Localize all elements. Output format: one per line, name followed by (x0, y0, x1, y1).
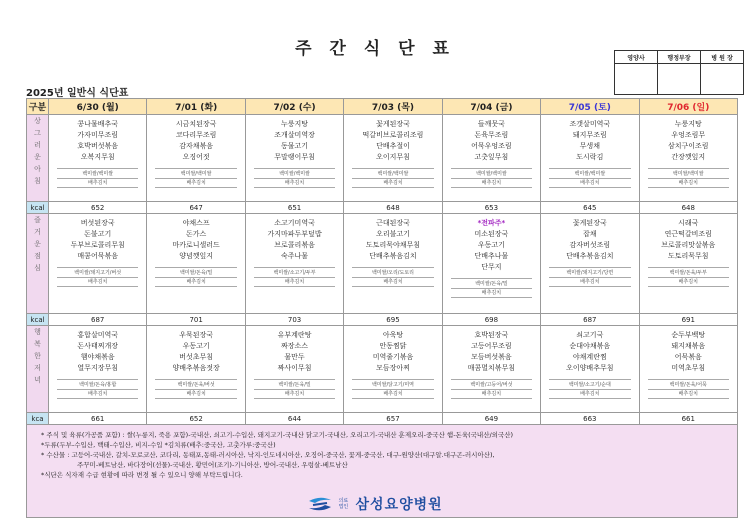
origin-line: 배추김치 (352, 390, 433, 399)
dinner-sat-cell (541, 326, 639, 413)
approval-sign-3 (701, 64, 744, 95)
origin-info (648, 168, 729, 188)
dish-item: 우동고기 (477, 241, 505, 249)
kcal-value: 691 (639, 314, 737, 326)
dish-list (49, 326, 146, 374)
origin-line: 백미쌀/돼지고기/당면 (549, 269, 630, 278)
dish-item: 코다리무조림 (175, 131, 217, 139)
origin-info (155, 267, 236, 287)
origin-line: 배추김치 (155, 179, 236, 188)
dish-item: 미역초무침 (671, 364, 706, 372)
origin-info (352, 168, 433, 188)
origin-info (648, 379, 729, 399)
origin-line: 백미쌀/돈육/어묵 (648, 381, 729, 390)
kcal-label: kcal (27, 314, 49, 326)
approval-sign-2 (658, 64, 701, 95)
dish-item: 유부계란탕 (277, 331, 312, 339)
lunch-sat-cell (541, 214, 639, 314)
dish-list (246, 115, 343, 163)
dish-item: 양념깻잎지 (179, 252, 214, 260)
origin-info (451, 379, 532, 399)
origin-line: 백미쌀/백미쌀 (352, 170, 433, 179)
dish-item: 가자미무조림 (77, 131, 118, 139)
lunch-fri-cell (442, 214, 540, 314)
dish-item: 매콤멸치볶무침 (467, 364, 516, 372)
note-line: 주꾸미-베트남산, 바다장어(선물)-국내산, 황민어(조기)-기니아산, 방어-국내산, 우렁살-베트남산 (77, 461, 348, 469)
origin-line: 백미쌀/돈육/두부 (648, 269, 729, 278)
dish-list (246, 326, 343, 374)
dish-item: 시래국 (678, 219, 699, 227)
origin-info (352, 379, 433, 399)
dish-list (640, 214, 737, 262)
kcal-value: 703 (245, 314, 343, 326)
origin-line: 배추김치 (254, 179, 335, 188)
dish-item: 오이양배추무침 (566, 364, 614, 372)
dish-item: 아욱탕 (382, 331, 404, 339)
dish-item: 콩나물배추국 (77, 120, 118, 128)
origin-info (648, 267, 729, 287)
kcal-label: kcal (27, 202, 49, 214)
dish-list (541, 326, 638, 374)
dish-item: 무말랭이무침 (274, 153, 315, 161)
dinner-mon-cell (49, 326, 147, 413)
origin-line: 백미쌀/소고기/순대 (549, 381, 630, 390)
lunch-kcal-row (27, 314, 738, 326)
dinner-thu-cell (344, 326, 442, 413)
breakfast-thu-cell (344, 115, 442, 202)
dish-item: 오징어젓 (182, 153, 210, 161)
origin-info (254, 168, 335, 188)
lunch-tue-cell (147, 214, 245, 314)
kcal-value: 645 (541, 202, 639, 214)
dish-item: 도토리묵무침 (667, 252, 709, 260)
origin-line: 배추김치 (549, 179, 630, 188)
dish-item: 동물고기 (281, 142, 309, 150)
dish-item: 버섯된장국 (80, 219, 115, 227)
dish-item: 미소된장국 (474, 230, 509, 238)
dish-list (443, 214, 540, 273)
dish-item: 버섯초무침 (179, 353, 214, 361)
dish-item: 순두부백탕 (671, 331, 706, 339)
dish-list (640, 326, 737, 374)
dish-item: 우엉조림무 (671, 131, 706, 139)
kcal-value: 657 (344, 413, 442, 425)
lunch-sun-cell (639, 214, 737, 314)
dish-list (541, 214, 638, 262)
dish-item: 소고기미역국 (274, 219, 315, 227)
kcal-value: 651 (245, 202, 343, 214)
dish-item: 호박된장국 (474, 331, 509, 339)
kcal-value: 663 (541, 413, 639, 425)
origin-info (155, 379, 236, 399)
breakfast-wed-cell (245, 115, 343, 202)
origin-line: 배추김치 (451, 289, 532, 298)
origin-line: 배추김치 (648, 278, 729, 287)
dish-list (49, 115, 146, 163)
dish-item: 감자버섯조림 (569, 241, 611, 249)
origin-info (57, 379, 138, 399)
header-day-sun: 7/06 (일) (639, 99, 737, 115)
origin-line: 배추김치 (352, 278, 433, 287)
kcal-value: 695 (344, 314, 442, 326)
header-row (27, 99, 738, 115)
dish-item: 조개살미역장 (274, 131, 315, 139)
kcal-value: 701 (147, 314, 245, 326)
kcal-value: 648 (639, 202, 737, 214)
origin-info (549, 379, 630, 399)
dish-item: 근대된장국 (376, 219, 410, 227)
dish-item: 돈사태찌개장 (77, 342, 118, 350)
dish-item: 야채스프 (182, 219, 210, 227)
dish-item: 어묵볶음 (674, 353, 702, 361)
dish-item: 단배추볶음김치 (566, 252, 614, 260)
dish-item: 안동찜닭 (379, 342, 407, 350)
dish-item: 단무지 (481, 263, 502, 271)
dish-list (147, 326, 244, 374)
dish-item: 도토리묵야채무침 (365, 241, 421, 249)
dish-item: 열무지장무침 (77, 364, 118, 372)
origin-line: 백미쌀/닭고기/미역 (352, 381, 433, 390)
dish-item: 마카로니샐러드 (172, 241, 220, 249)
origin-line: 백미쌀/소고기/두부 (254, 269, 335, 278)
dinner-row (27, 326, 738, 413)
approval-box (614, 50, 744, 95)
dish-item: 돈가스 (185, 230, 207, 238)
dish-item: 누룽지탕 (281, 120, 309, 128)
approval-dietitian: 영양사 (615, 51, 658, 64)
dinner-kcal-row (27, 413, 738, 425)
approval-director: 병 원 장 (701, 51, 744, 64)
header-day-sat: 7/05 (토) (541, 99, 639, 115)
dinner-label: 행 복 한 저 녁 (27, 326, 49, 413)
breakfast-row (27, 115, 738, 202)
dish-item: 단배추나물 (474, 252, 509, 260)
note-line: * 주식 및 육류(가공품 포함) : 쌀(누룽지, 죽용 포함)-국내산, 쇠고기-수입산, 돼지고기-국내산 닭고기-국내산, 오리고기-국내산 훈제오리-중국산 햄-돈육(국내산/외국산) (41, 431, 514, 439)
kcal-label: kca (27, 413, 49, 425)
dish-list (147, 214, 244, 262)
dish-item: 우동고기 (182, 342, 210, 350)
header-day-mon: 6/30 (월) (49, 99, 147, 115)
kcal-value: 652 (147, 413, 245, 425)
dish-item: 물만두 (284, 353, 305, 361)
hospital-name: 삼성요양병원 (355, 496, 443, 513)
origin-info (57, 267, 138, 287)
origin-line: 배추김치 (352, 179, 433, 188)
origin-line: 배추김치 (57, 179, 138, 188)
dish-item: 누룽지탕 (674, 120, 702, 128)
hospital-logo-icon (307, 496, 333, 512)
header-day-tue: 7/01 (화) (147, 99, 245, 115)
dish-item: 단배추절이 (376, 142, 410, 150)
kcal-value: 661 (49, 413, 147, 425)
dish-list (640, 115, 737, 163)
origin-line: 백미쌀/백미쌀 (254, 170, 335, 179)
dinner-wed-cell (245, 326, 343, 413)
origin-line: 배추김치 (57, 278, 138, 287)
kcal-value: 653 (442, 202, 540, 214)
approval-admin: 행정부장 (658, 51, 701, 64)
header-day-fri: 7/04 (금) (442, 99, 540, 115)
origin-line: 백미쌀/돼지고기/버섯 (57, 269, 138, 278)
dinner-fri-cell (442, 326, 540, 413)
dish-item: 양배추볶음젓장 (172, 364, 220, 372)
dish-item: 우묵된장국 (179, 331, 214, 339)
origin-line: 배추김치 (254, 278, 335, 287)
origin-info (254, 379, 335, 399)
origin-line: 백미쌀/오리/도토리 (352, 269, 433, 278)
dish-item: 꽃게된장국 (572, 219, 607, 227)
origin-info (352, 267, 433, 287)
dish-item: 돼지채볶음 (671, 342, 706, 350)
dish-item: 들깨뭇국 (477, 120, 505, 128)
header-day-thu: 7/03 (목) (344, 99, 442, 115)
dish-list (344, 214, 441, 262)
lunch-label: 즐 거 운 점 심 (27, 214, 49, 314)
origin-line: 백미쌀/백미쌀 (155, 170, 236, 179)
dish-item: 매콤어묵볶음 (77, 252, 118, 260)
dish-item: 돼지무조림 (572, 131, 607, 139)
dish-item: 꽃게된장국 (376, 120, 410, 128)
hospital-logo (0, 493, 750, 513)
origin-line: 백미쌀/백미쌀 (451, 170, 532, 179)
origin-info (254, 267, 335, 287)
origin-line: 배추김치 (451, 390, 532, 399)
origin-line: 배추김치 (57, 390, 138, 399)
dish-item: 브로콜리맛살볶음 (661, 241, 716, 249)
origin-line: 백미쌀/백미쌀 (549, 170, 630, 179)
dish-list (344, 326, 441, 374)
origin-line: 배추김치 (254, 390, 335, 399)
breakfast-fri-cell (442, 115, 540, 202)
dish-item: 고등어무조림 (471, 342, 512, 350)
lunch-row (27, 214, 738, 314)
lunch-thu-cell (344, 214, 442, 314)
dinner-tue-cell (147, 326, 245, 413)
origin-line: 백미쌀/돈육/버섯 (155, 381, 236, 390)
dish-item: 두부브로콜리무침 (70, 241, 125, 249)
origin-info (549, 267, 630, 287)
dish-item: *전파주* (477, 219, 506, 227)
origin-line: 배추김치 (549, 278, 630, 287)
origin-info (451, 168, 532, 188)
lunch-mon-cell (49, 214, 147, 314)
dish-item: 단배추볶음김치 (369, 252, 417, 260)
origin-info (57, 168, 138, 188)
dish-item: 어묵우엉조림 (471, 142, 512, 150)
dish-item: 짜장소스 (281, 342, 309, 350)
origin-line: 배추김치 (155, 390, 236, 399)
origin-info (451, 278, 532, 298)
kcal-value: 647 (147, 202, 245, 214)
page-title: 주 간 식 단 표 (295, 39, 455, 59)
kcal-value: 652 (49, 202, 147, 214)
kcal-value: 644 (245, 413, 343, 425)
kcal-value: 661 (639, 413, 737, 425)
dish-list (49, 214, 146, 262)
origin-line: 백미쌀/돈육/홍합 (57, 381, 138, 390)
breakfast-sat-cell (541, 115, 639, 202)
kcal-value: 687 (541, 314, 639, 326)
dish-list (147, 115, 244, 163)
dish-list (443, 326, 540, 374)
dish-item: 연근떡갈비조림 (664, 230, 712, 238)
dish-item: 떡갈비브로콜리조림 (362, 131, 424, 139)
dish-item: 모듬장아찌 (376, 364, 410, 372)
origin-line: 백미쌀/돈육/밀 (451, 280, 532, 289)
dish-item: 시금치된장국 (175, 120, 217, 128)
dish-item: 햄야채볶음 (80, 353, 115, 361)
breakfast-label: 상 그 러 운 아 침 (27, 115, 49, 202)
dish-list (246, 214, 343, 262)
note-line: * 수산물 : 고등어-국내산, 갈치-모로코산, 코다리, 동태포,동태-러시아산, 낙지-인도네시아산, 오징어-중국산, 꽃게-중국산, 대구-원양산(대구알.대구곤-러시아산), (41, 451, 495, 459)
kcal-value: 649 (442, 413, 540, 425)
dish-item: 삼치구이조림 (667, 142, 709, 150)
dish-item: 간장깻잎지 (671, 153, 706, 161)
menu-subtitle: 2025년 일반식 식단표 (26, 88, 129, 99)
lunch-wed-cell (245, 214, 343, 314)
kcal-value: 648 (344, 202, 442, 214)
dish-item: 오복지무침 (80, 153, 115, 161)
breakfast-tue-cell (147, 115, 245, 202)
kcal-value: 687 (49, 314, 147, 326)
dish-item: 쇠고기국 (576, 331, 604, 339)
weekly-menu-table (26, 98, 738, 425)
note-line: *식단은 식자재 수급 현황에 따라 변경 될 수 있으니 양해 부탁드립니다. (41, 471, 243, 479)
dish-item: 숙주나물 (281, 252, 309, 260)
dish-item: 야채계란찜 (572, 353, 607, 361)
origin-line: 백미쌀/돈육/밀 (254, 381, 335, 390)
dish-item: 돈육무조림 (474, 131, 509, 139)
origin-info (549, 168, 630, 188)
origin-line: 백미쌀/백미쌀 (57, 170, 138, 179)
logo-corp-label: 의료법인 (338, 497, 349, 510)
dinner-sun-cell (639, 326, 737, 413)
dish-item: 잡채 (583, 230, 597, 238)
dish-list (344, 115, 441, 163)
header-day-wed: 7/02 (수) (245, 99, 343, 115)
breakfast-mon-cell (49, 115, 147, 202)
origin-line: 백미쌀/백미쌀 (648, 170, 729, 179)
dish-item: 미역줄기볶음 (372, 353, 414, 361)
dish-item: 도시락김 (576, 153, 604, 161)
origin-line: 백미쌀/돈육/밀 (155, 269, 236, 278)
kcal-value: 698 (442, 314, 540, 326)
dish-list (443, 115, 540, 163)
dish-item: 조갯살미역국 (569, 120, 611, 128)
note-line: *두류(두부-수입산, 백태-수입산, 비지-수입 *김치류(배추:중국산, 고춧가루:중국산) (41, 441, 276, 449)
dish-item: 순대야채볶음 (569, 342, 611, 350)
dish-item: 홍합살미역국 (77, 331, 118, 339)
dish-item: 고춧잎무침 (474, 153, 509, 161)
menu-body (27, 99, 738, 425)
dish-item: 짜사이무침 (277, 364, 312, 372)
dish-item: 오이지무침 (376, 153, 410, 161)
dish-item: 돈불고기 (84, 230, 112, 238)
approval-sign-1 (615, 64, 658, 95)
breakfast-sun-cell (639, 115, 737, 202)
dish-item: 모듬버섯볶음 (471, 353, 512, 361)
origin-line: 배추김치 (451, 179, 532, 188)
dish-item: 감자채볶음 (179, 142, 214, 150)
dish-list (541, 115, 638, 163)
dish-item: 가지마파두부덮밥 (267, 230, 322, 238)
origin-line: 배추김치 (155, 278, 236, 287)
dish-item: 브로콜리볶음 (274, 241, 315, 249)
header-gubun: 구분 (27, 99, 49, 115)
origin-line: 배추김치 (648, 179, 729, 188)
origin-line: 배추김치 (648, 390, 729, 399)
breakfast-kcal-row (27, 202, 738, 214)
dish-item: 호박버섯볶음 (77, 142, 118, 150)
origin-info (155, 168, 236, 188)
origin-line: 배추김치 (549, 390, 630, 399)
dish-item: 오리불고기 (376, 230, 410, 238)
dish-item: 무생채 (579, 142, 600, 150)
origin-line: 백미쌀/고등어/버섯 (451, 381, 532, 390)
